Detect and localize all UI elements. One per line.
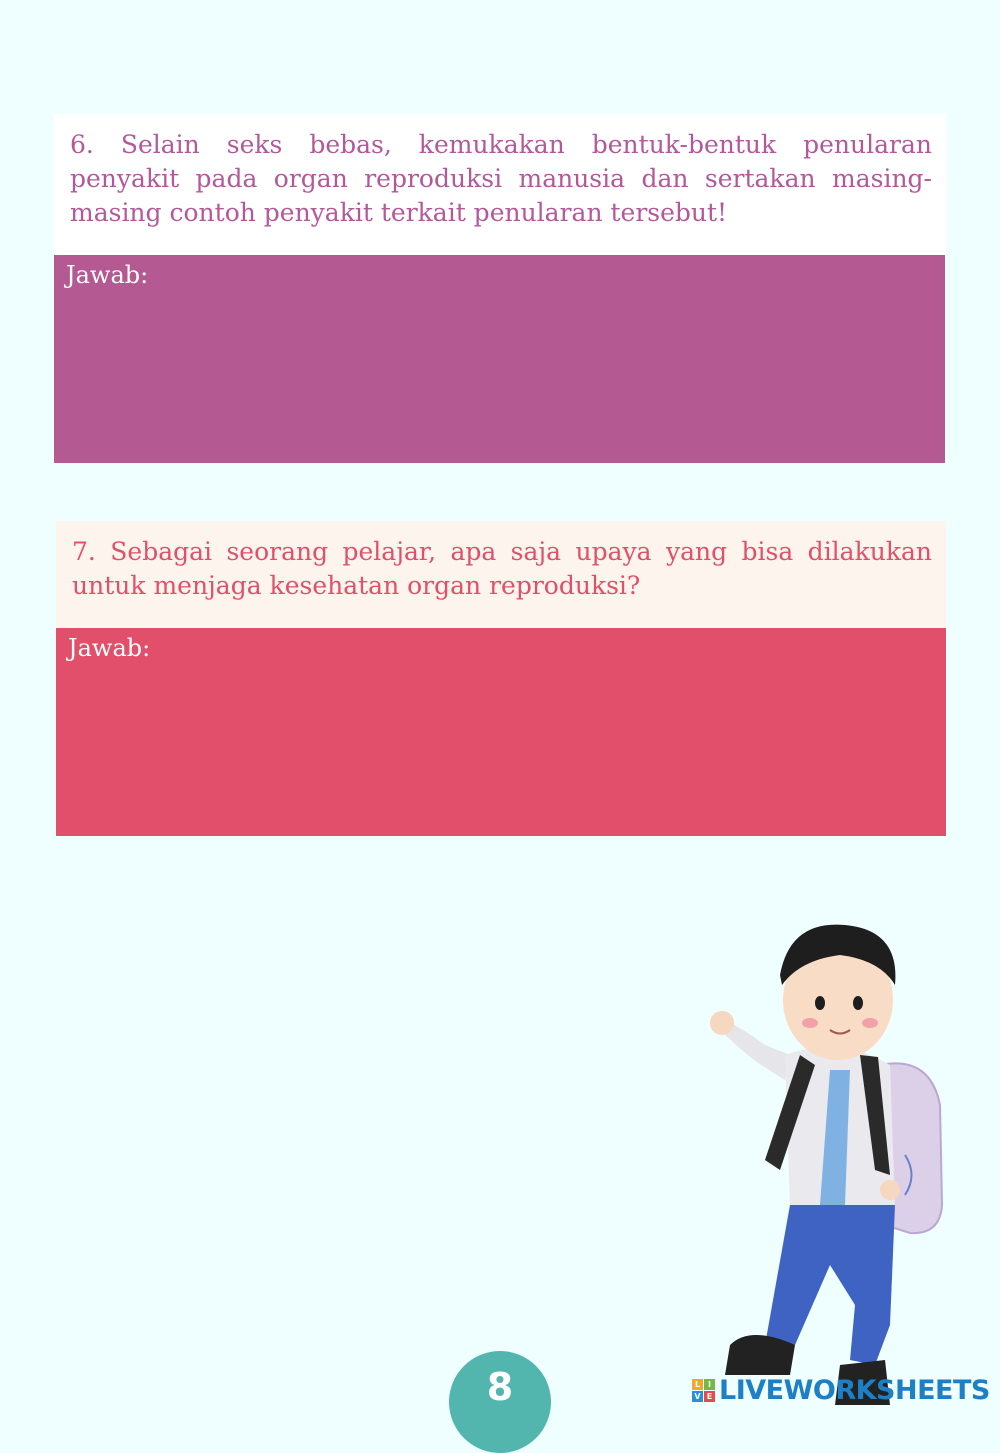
- liveworksheets-logo-icon: [692, 1379, 715, 1402]
- answer-label: Jawab:: [68, 634, 151, 662]
- answer-6-input[interactable]: [66, 295, 937, 449]
- answer-box-6: [54, 255, 945, 463]
- question-7-text: 7. Sebagai seorang pelajar, apa saja upaya yang bisa dilakukan untuk menjaga kesehatan organ reproduksi?: [56, 521, 946, 628]
- logo-letter: L: [692, 1379, 703, 1390]
- answer-box-7: [56, 628, 946, 836]
- question-6-text: 6. Selain seks bebas, kemukakan bentuk-bentuk penularan penyakit pada organ reproduksi manusia dan sertakan masing-masing contoh penyakit terkait penularan tersebut!: [54, 114, 946, 255]
- liveworksheets-watermark: [692, 1372, 990, 1408]
- watermark-text: LIVEWORKSHEETS: [719, 1374, 990, 1406]
- page-number-badge: 8: [449, 1351, 551, 1453]
- student-illustration: [690, 905, 960, 1414]
- answer-label: Jawab:: [66, 261, 149, 289]
- answer-7-input[interactable]: [68, 668, 938, 822]
- logo-letter: I: [704, 1379, 715, 1390]
- logo-letter: E: [704, 1391, 715, 1402]
- logo-letter: V: [692, 1391, 703, 1402]
